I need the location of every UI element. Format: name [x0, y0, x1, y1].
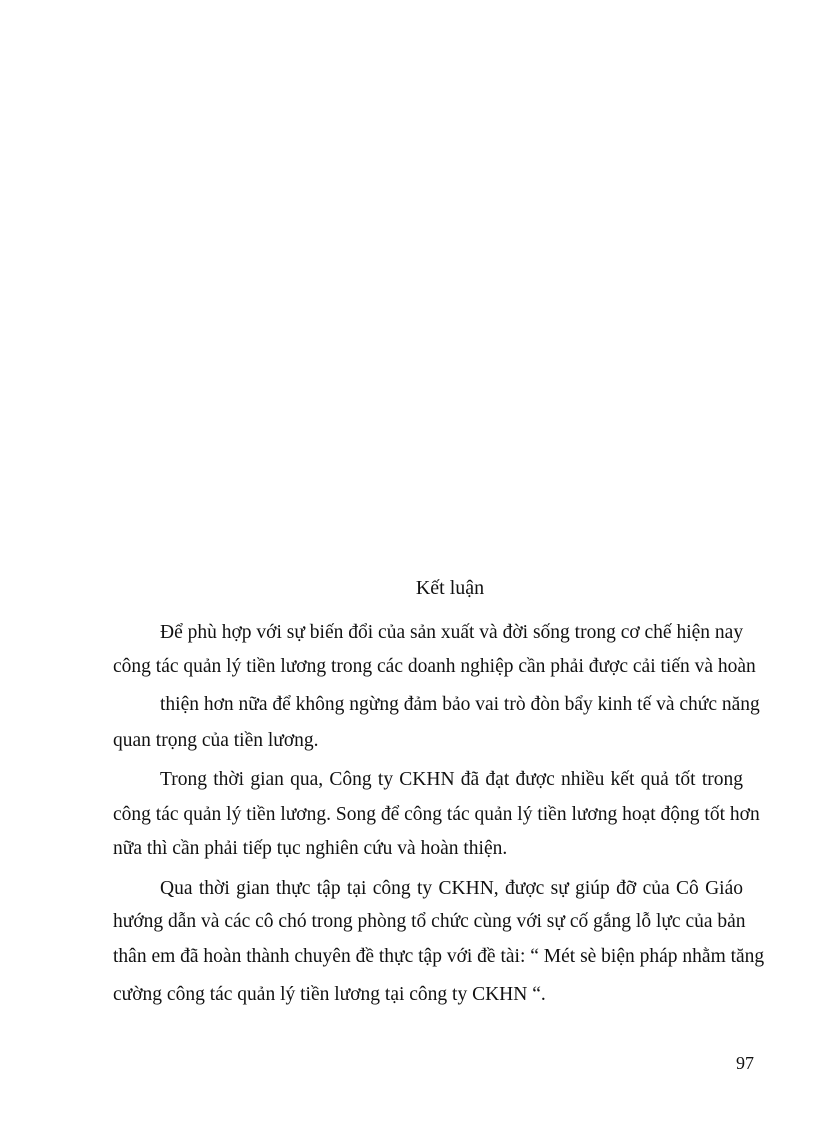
paragraph-3-line-4: cường công tác quản lý tiền lương tại công ty CKHN “. [113, 984, 546, 1005]
paragraph-3-line-2: hướng dẫn và các cô chó trong phòng tổ chức cùng với sự cố gắng lỗ lực của bản [113, 911, 746, 932]
page-number: 97 [736, 1053, 754, 1073]
paragraph-2-line-3: nữa thì cần phải tiếp tục nghiên cứu và hoàn thiện. [113, 838, 508, 859]
paragraph-3-line-3: thân em đã hoàn thành chuyên đề thực tập với đề tài: “ Mét sè biện pháp nhằm tăng [113, 946, 765, 967]
paragraph-1-line-4: quan trọng của tiền lương. [113, 730, 319, 751]
paragraph-3-line-1: Qua thời gian thực tập tại công ty CKHN, được sự giúp đỡ của Cô Giáo [160, 878, 743, 899]
paragraph-2-line-1: Trong thời gian qua, Công ty CKHN đã đạt được nhiều kết quả tốt trong [160, 769, 743, 790]
paragraph-2-line-2: công tác quản lý tiền lương. Song để công tác quản lý tiền lương hoạt động tốt hơn [113, 804, 760, 825]
paragraph-1-line-1: Để phù hợp với sự biến đổi của sản xuất và đời sống trong cơ chế hiện nay [160, 622, 744, 643]
paragraph-1-line-2: công tác quản lý tiền lương trong các doanh nghiệp cần phải được cải tiến và hoàn [113, 656, 756, 677]
section-heading: Kết luận [415, 577, 485, 599]
paragraph-1-line-3: thiện hơn nữa để không ngừng đảm bảo vai trò đòn bẩy kinh tế và chức năng [160, 694, 760, 715]
